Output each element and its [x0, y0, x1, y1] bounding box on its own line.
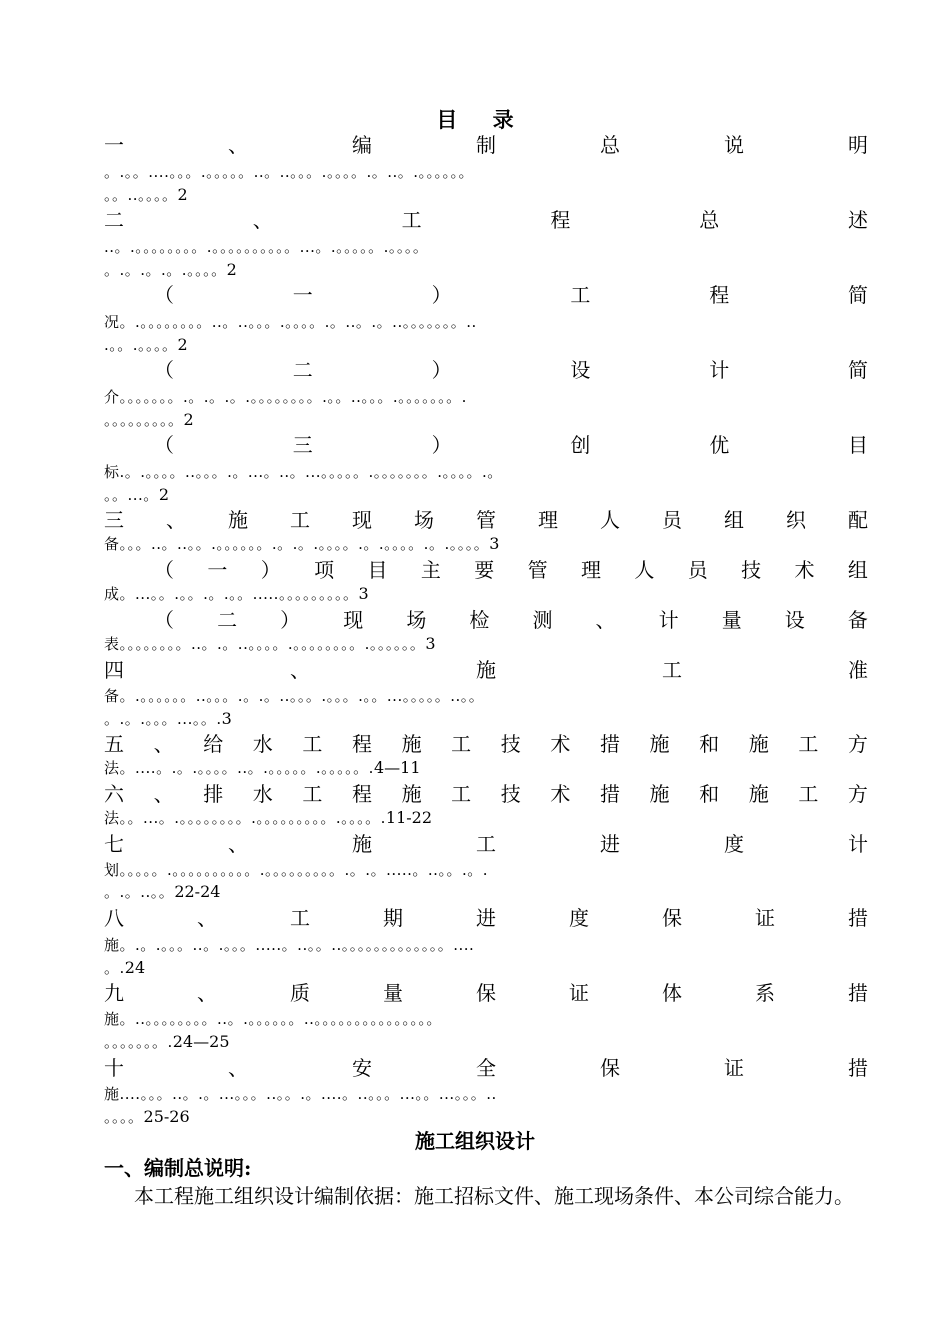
- toc-dot-leader: .。。.。。。。2: [104, 335, 188, 354]
- toc-page-number: 2: [226, 260, 237, 279]
- toc-entry-heading: 二 、 工 程 总 述: [104, 208, 868, 232]
- toc-dot-leader: 备。.。。。。。。..。。。.。.。..。。。.。。。.。。...。。。。。..。。: [104, 687, 485, 705]
- toc-page-number: 3: [425, 634, 436, 653]
- toc-dot-leader: 。。。。。。。。。2: [104, 410, 194, 429]
- toc-dot-leader: 。.。.。.。.。。。。2: [104, 260, 237, 279]
- toc-page-number: 24—25: [172, 1032, 230, 1051]
- toc-entry-heading: 四 、 施 工 准: [104, 658, 868, 682]
- body-paragraph: 本工程施工组织设计编制依据：施工招标文件、施工现场条件、本公司综合能力。: [134, 1184, 854, 1208]
- toc-entry-heading: 九 、 质 量 保 证 体 系 措: [104, 981, 868, 1005]
- toc-dot-leader: 。。。。25-26: [104, 1107, 190, 1126]
- toc-dot-leader: 。。..。。。。2: [104, 185, 188, 204]
- toc-page-number: 2: [177, 185, 188, 204]
- toc-dot-leader: 。。...。2: [104, 485, 169, 504]
- toc-dot-leader: 法。....。.。.。。。。..。.。。。。。.。。。。。.4—11: [104, 758, 421, 777]
- toc-dot-leader: 施....。。。..。.。...。。。..。。.。....。..。。。...。。...。。。..: [104, 1085, 497, 1103]
- toc-dot-leader: 施。..。。。。。。。。..。.。。。。。。..。。。。。。。。。。。。。。。: [104, 1010, 442, 1028]
- toc-dot-leader: 法。。...。.。。。。。。。。.。。。。。。。。。.。。。。.11-22: [104, 808, 433, 827]
- toc-dot-leader: 施。.。.。。。..。.。。。.....。..。。..。。。。。。。。。。。。。....: [104, 936, 475, 954]
- toc-entry-heading: 三 、 施 工 现 场 管 理 人 员 组 织 配: [104, 508, 868, 532]
- toc-subentry-heading: （ 二 ） 现 场 检 测 、 计 量 设 备: [154, 608, 868, 632]
- toc-page-number: 2: [177, 335, 188, 354]
- toc-dot-leader: ..。.。。。。。。。。.。。。。。。。。。。...。.。。。。。.。。。。: [104, 238, 429, 256]
- toc-page-number: 11-22: [385, 808, 433, 827]
- toc-page-number: 3: [489, 534, 500, 553]
- toc-dot-leader: 成。...。。.。。.。.。。.....。。。。。。。。。3: [104, 584, 369, 603]
- toc-dot-leader: 。.24: [104, 958, 146, 977]
- toc-entry-heading: 一 、 编 制 总 说 明: [104, 133, 868, 157]
- toc-page-number: 3: [358, 584, 369, 603]
- section-heading: 一、编制总说明:: [104, 1156, 252, 1180]
- toc-subentry-heading: （ 一 ） 工 程 简: [154, 283, 868, 307]
- toc-dot-leader: 。。。。。。。.24—25: [104, 1032, 230, 1051]
- toc-subentry-heading: （ 二 ） 设 计 简: [154, 358, 868, 382]
- toc-page-number: 3: [221, 709, 232, 728]
- toc-dot-leader: 表。。。。。。。。..。.。..。。。。.。。。。。。。。.。。。。。。3: [104, 634, 436, 653]
- toc-dot-leader: 介。。。。。。。.。.。.。.。。。。。。。。.。。..。。。.。。。。。。。.: [104, 388, 467, 406]
- toc-entry-heading: 八 、 工 期 进 度 保 证 措: [104, 906, 868, 930]
- toc-dot-leader: 。.。。....。。。.。。。。。..。..。。。.。。。。.。..。.。。。。。。: [104, 163, 475, 181]
- toc-subentry-heading: （ 一 ） 项 目 主 要 管 理 人 员 技 术 组: [154, 558, 868, 582]
- toc-subentry-heading: （ 三 ） 创 优 目: [154, 433, 868, 457]
- toc-entry-heading: 六 、 排 水 工 程 施 工 技 术 措 施 和 施 工 方: [104, 782, 868, 806]
- toc-page-number: 24: [124, 958, 146, 977]
- toc-entry-heading: 十 、 安 全 保 证 措: [104, 1056, 868, 1080]
- toc-page-number: 2: [158, 485, 169, 504]
- toc-dot-leader: 。.。.。。。...。。.3: [104, 709, 232, 728]
- document-title: 施工组织设计: [415, 1129, 535, 1153]
- toc-dot-leader: 况。.。。。。。。。。..。..。。。.。。。。.。..。.。..。。。。。。。..: [104, 313, 477, 331]
- toc-dot-leader: 备。。。..。..。。.。。。。。。.。.。.。。。。.。.。。。。.。.。。。。3: [104, 534, 500, 553]
- toc-entry-heading: 七 、 施 工 进 度 计: [104, 832, 868, 856]
- toc-dot-leader: 标.。.。。。。..。。。.。...。..。...。。。。。.。。。。。。。.。。。。.。: [104, 463, 503, 481]
- toc-entry-heading: 五 、 给 水 工 程 施 工 技 术 措 施 和 施 工 方: [104, 732, 868, 756]
- toc-title: 目 录: [436, 107, 528, 132]
- toc-page-number: 2: [183, 410, 194, 429]
- toc-page-number: 4—11: [373, 758, 421, 777]
- toc-page-number: 25-26: [143, 1107, 190, 1126]
- toc-dot-leader: 划。。。。。.。。。。。。。。。。.。。。。。。。。。.。.。.....。..。。.。.: [104, 861, 488, 879]
- toc-page-number: 22-24: [174, 882, 221, 901]
- toc-dot-leader: 。.。..。。22-24: [104, 882, 221, 901]
